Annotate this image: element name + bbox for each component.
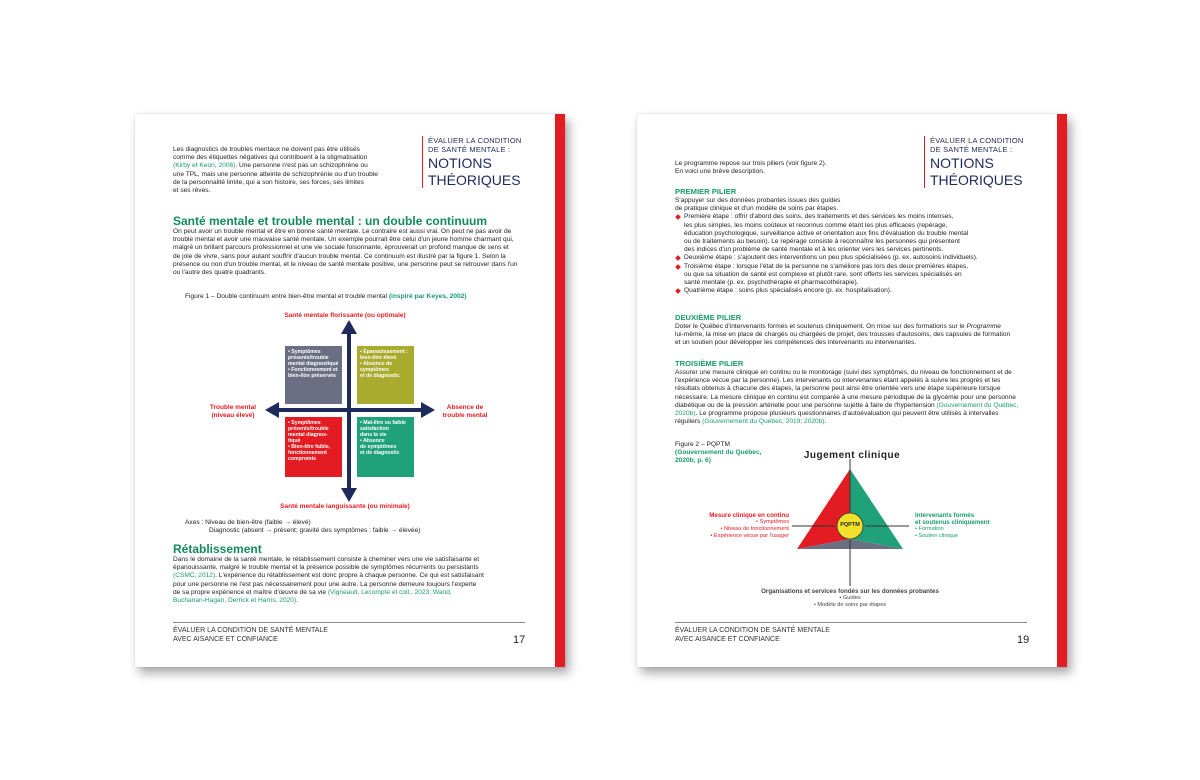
axis-label-bottom: Santé mentale languissante (ou minimale) — [280, 503, 410, 510]
arrow-right-icon — [421, 402, 435, 418]
citation: (CSMC, 2012) — [173, 572, 216, 580]
para-line: On peut avoir un trouble mental et être en bonne santé mentale. Le contraire est aussi vrai. On peut ne pas avoir de — [173, 228, 512, 235]
page-number: 17 — [513, 634, 526, 646]
axis-left-line: Trouble mental — [209, 404, 257, 411]
arrow-down-icon — [341, 488, 357, 502]
citation: (Gouvernement du Québec, — [936, 401, 1019, 409]
bottom-node — [757, 588, 943, 609]
quad-text: fonctionnement — [288, 450, 327, 456]
intro-line: comme des étiquettes négatives qui contribuent à la stigmatisation — [173, 154, 368, 162]
axis-right-line: Absence de — [446, 404, 484, 411]
quad-text: • Épanouissement : — [360, 349, 408, 355]
arrow-up-icon — [341, 320, 357, 334]
item-line: Quatrième étape : soins plus spécialisés encore (p. ex. hospitalisation). — [684, 287, 892, 295]
para-line: et un soutien pour développer les compétences des intervenants ou intervenantes. — [675, 339, 917, 347]
para-line: S'appuyer sur des données probantes issues des guides — [675, 197, 841, 204]
para-line: résultats obtenus à chacune des étapes, la personne peut ainsi être orientée vers une étape supérieure lorsque — [675, 385, 1001, 393]
right-node-item: • Soutien clinique — [915, 533, 959, 539]
left-node-title: Mesure clinique en continu — [709, 512, 789, 519]
quad-text: présents/trouble — [288, 426, 329, 432]
center-label: PQPTM — [840, 522, 860, 528]
item-line: les plus simples, les moins coûteux et reconnus comme étant les plus efficaces (repérage, — [684, 221, 948, 229]
para-line: de joie de vivre, sans pour autant souffrir d'aucun trouble mental. Ce continuum est illustré par la figure 1. Selon la — [173, 252, 506, 260]
quad-text: bien-être préservés — [288, 373, 336, 379]
quad-text: bien-être élevé — [360, 355, 397, 361]
right-node-item: • Formation — [915, 526, 944, 532]
para-italic: Programme — [966, 323, 1001, 330]
footer — [173, 622, 525, 644]
header-big-2: THÉORIQUES — [930, 172, 1023, 188]
para-text: réguliers — [675, 418, 703, 426]
footer — [675, 622, 1030, 646]
intro-line: de la personnalité limite, qui a son histoire, ses forces, ses limites — [173, 178, 364, 186]
axes-line: Diagnostic (absent → présent; gravité des symptômes : faible → élevée) — [209, 527, 421, 535]
para-line — [173, 597, 533, 605]
quad-text: • Fonctionnement et — [288, 367, 338, 373]
para-line: lui-même, la mise en place de chargés ou chargées de projet, des trousses d'autosoins, des capsules de formation — [675, 331, 1011, 339]
header-small-1: ÉVALUER LA CONDITION — [428, 136, 522, 145]
arrow-left-icon — [265, 402, 279, 418]
axes-legend — [185, 519, 525, 535]
para-text: . — [296, 597, 298, 605]
para-text: . L'expérience du rétablissement est donc propre à chaque personne. Ce qui est satisfaisant — [215, 572, 484, 580]
intro-line: En voici une brève description. — [675, 168, 765, 176]
intro-line: une TPL, mais une personne atteinte de schizophrénie ou d'un trouble — [173, 170, 378, 178]
item-line: santé mentale (p. ex. psychothérapie et pharmacothérapie). — [684, 279, 859, 287]
pilier2-title: DEUXIÈME PILIER — [675, 313, 742, 322]
footer-line: ÉVALUER LA CONDITION DE SANTÉ MENTALE — [675, 627, 830, 634]
footer-line: AVEC AISANCE ET CONFIANCE — [173, 635, 278, 643]
caption-citation: 2020b, p. 6) — [675, 457, 711, 465]
citation: (Kirby et Keon, 2006) — [173, 162, 236, 170]
right-node-title: et soutenus cliniquement — [915, 519, 990, 526]
intro-text: . Une personne n'est pas un schizophrène ou — [235, 162, 368, 170]
quad-text: • Bien-être faible, — [288, 444, 331, 450]
quad-text: satisfaction — [360, 426, 389, 432]
item-line: ou que sa situation de santé est complexe et plutôt rare, sont offerts les services spécialisés en — [684, 270, 962, 278]
quad-text: • Symptômes — [288, 349, 321, 355]
para-line: pour une personne ne l'est pas nécessairement pour une autre. La personne demeure toujours l'experte — [173, 580, 477, 588]
quad-text: • Symptômes — [288, 420, 321, 426]
left-node-item: • Symptômes — [755, 519, 789, 525]
para-text: Doter le Québec d'intervenants formés et soutenus cliniquement. On mise sur des formations sur le — [675, 323, 967, 330]
caption-citation: (inspiré par Keyes, 2002) — [388, 293, 467, 300]
para-line — [173, 572, 533, 580]
quad-text: et de diagnostic — [360, 373, 400, 379]
intro-line: et ses rêves. — [173, 187, 211, 195]
item-line: éducation psychologique, surveillance active et orientation aux fins d'évaluation du trouble mental — [684, 229, 969, 237]
pilier3-title: TROISIÈME PILIER — [675, 359, 744, 368]
footer-line: ÉVALUER LA CONDITION DE SANTÉ MENTALE — [173, 627, 328, 634]
para-line: nécessaire. La mesure clinique en continu est comparée à une mesure périodique de la glycémie pour une personne — [675, 393, 1016, 401]
item-line: Première étape : offrir d'abord des soins, des traitements et des services les moins intenses, — [684, 213, 954, 221]
quad-text: • Mal-être ou faible — [360, 420, 406, 426]
quad-text: et de diagnostic — [360, 450, 400, 456]
item-line: ou de traitements au besoin). Le repérage consiste à reconnaître les personnes qui présentent — [684, 238, 961, 246]
quad-text: compromis — [288, 456, 316, 462]
para-line: trouble mental et avoir une mauvaise santé mentale. Un exemple pourrait être celui d'un jeune homme charmant qui, — [173, 236, 514, 244]
footer-line: AVEC AISANCE ET CONFIANCE — [675, 635, 780, 643]
quad-text: symptômes — [360, 367, 389, 373]
header-small-2: DE SANTÉ MENTALE : — [930, 145, 1013, 154]
page-right — [637, 114, 1067, 667]
item-line: Troisième étape : lorsque l'état de la personne ne s'améliore pas lors des deux premières étapes, — [684, 262, 969, 270]
caption-citation: (Gouvernement du Québec, — [675, 449, 762, 457]
retablissement-paragraph — [173, 556, 533, 605]
quad-text: • Absence — [360, 438, 385, 444]
citation: (Vigneault, Lecompte et coll., 2023; Wand, — [327, 588, 452, 596]
quad-text: mental diagnostiqué — [288, 361, 339, 367]
pilier1-title: PREMIER PILIER — [675, 187, 737, 196]
diagram-title: Jugement clinique — [803, 450, 901, 461]
page-number: 19 — [1017, 634, 1030, 646]
section-title-continuum: Santé mentale et trouble mental : un double continuum — [173, 214, 488, 228]
quad-text: de symptômes — [360, 444, 397, 450]
axis-right-line: trouble mental — [442, 411, 488, 419]
header-small-1: ÉVALUER LA CONDITION — [930, 136, 1024, 145]
para-text: . — [824, 418, 827, 426]
para-line: malgré un brillant parcours professionnel et une vie sociale foisonnante, éprouverait un profond manque de sens et — [173, 244, 509, 252]
para-line: Assurer une mesure clinique en continu ou le monitorage (suivi des symptômes, du niveau de fonctionnement et de — [675, 369, 1012, 376]
para-line: Dans le domaine de la santé mentale, le rétablissement consiste à cheminer vers une vie satisfaisante et — [173, 556, 480, 563]
quad-text: • Absence de — [360, 361, 393, 367]
header-big-2: THÉORIQUES — [428, 172, 521, 188]
left-node — [693, 512, 789, 540]
para-line: présence ou non d'un trouble mental, et le niveau de santé mentale positive, une personne peut se retrouver dans l'un — [173, 260, 518, 268]
axis-left-line: (niveau élevé) — [211, 411, 255, 419]
caption-text: Figure 1 – Double continuum entre bien-être mental et trouble mental — [185, 293, 387, 300]
quad-text: présents/trouble — [288, 355, 329, 361]
right-node — [915, 512, 1025, 540]
bottom-node-title: Organisations et services fondés sur les données probantes — [761, 588, 939, 595]
quad-text: mental diagnos- — [288, 432, 328, 438]
intro-line: Les diagnostics de troubles mentaux ne doivent pas être utilisés — [173, 146, 360, 153]
triangle-red-segment — [797, 469, 850, 549]
caption-text: Figure 2 – PQPTM — [675, 441, 730, 448]
section-title-retablissement: Rétablissement — [173, 542, 262, 556]
header-small-2: DE SANTÉ MENTALE : — [428, 145, 511, 154]
axis-label-top: Santé mentale florissante (ou optimale) — [284, 312, 406, 319]
quad-text: dans la vie — [360, 432, 387, 438]
quad-text: tiqué — [288, 438, 301, 444]
para-line: ou l'autre des quatre quadrants. — [173, 269, 266, 277]
triangle-green-segment — [850, 469, 903, 549]
para-text: diabétique ou de la pression artérielle pour une personne sujette à faire de l'hypertension — [675, 401, 937, 409]
right-node-title: Intervenants formés — [915, 512, 975, 519]
para-text: . Le programme propose plusieurs questionnaires d'autoévaluation qui peuvent être utilisés à intervalles — [695, 410, 999, 418]
pqptm-diagram — [637, 114, 1067, 667]
para-line: l'expérience vécue par la personne). Les intervenants ou intervenantes étant appelés à suivre les progrès et les — [675, 377, 1001, 385]
intro-line: Le programme repose sur trois piliers (voir figure 2). — [675, 160, 827, 167]
para-line — [173, 589, 533, 597]
citation: Buchanan-Hagan, Derrick et Harris, 2020) — [173, 597, 297, 605]
page-left — [135, 114, 565, 667]
item-line: Deuxième étape : s'ajoutent des interventions un peu plus spécialisées (p. ex. autosoins individuels). — [684, 254, 978, 262]
item-line: des indices d'un problème de santé mentale et à les orienter vers les services pertinents. — [684, 246, 944, 254]
para-line: de pratique clinique et d'un modèle de soins par étapes. — [675, 205, 839, 213]
left-node-item: • Expérience vécue par l'usager — [710, 533, 789, 539]
para-text: de sa propre expérience et maître d'œuvre de sa vie — [173, 588, 328, 596]
bottom-node-item: • Guides — [839, 595, 861, 601]
axes-line: Axes : Niveau de bien-être (faible → élevé) — [185, 519, 311, 526]
citation: (Gouvernement du Québec, 2019; 2020b) — [702, 418, 825, 426]
citation: 2020b) — [675, 410, 696, 418]
left-node-item: • Niveau de fonctionnement — [720, 526, 789, 532]
bottom-node-item: • Modèle de soins par étapes — [813, 602, 887, 608]
header-big-1: NOTIONS — [428, 155, 492, 171]
para-line: épanouissante, malgré le trouble mental et la présence possible de symptômes récurrents ou persistants — [173, 564, 479, 572]
header-big-1: NOTIONS — [930, 155, 994, 171]
